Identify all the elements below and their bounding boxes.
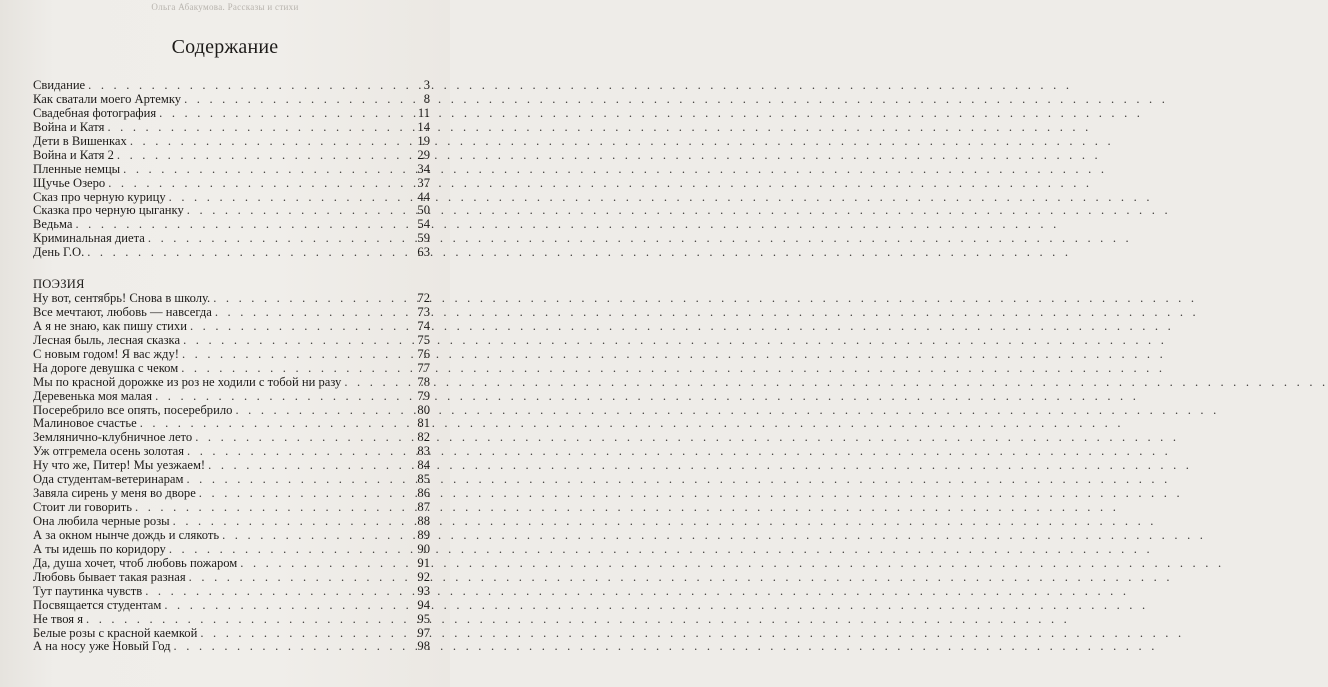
dot-leader bbox=[86, 613, 405, 627]
dot-leader bbox=[195, 431, 405, 445]
toc-entry-title: Щучье Озеро bbox=[33, 175, 106, 190]
toc-entry-page-number: 81 bbox=[417, 416, 430, 431]
toc-entry[interactable] bbox=[33, 149, 430, 163]
toc-entry-title: Свадебная фотография bbox=[33, 105, 157, 120]
toc-entry-title: Свидание bbox=[33, 78, 86, 92]
dot-leader bbox=[107, 121, 405, 135]
toc-entry-title: Деревенька моя малая bbox=[33, 388, 153, 403]
dot-leader bbox=[155, 390, 405, 404]
toc-entry-title: Уж отгремела осень золотая bbox=[33, 444, 184, 459]
toc-entry-title: Тут паутинка чувств bbox=[33, 583, 143, 598]
toc-entry-page-number: 34 bbox=[417, 161, 430, 176]
dot-leader bbox=[169, 191, 405, 205]
dot-leader bbox=[184, 93, 405, 107]
toc-entry-page-number: 89 bbox=[417, 527, 430, 542]
dot-leader bbox=[200, 627, 405, 641]
toc-entry-page-number: 14 bbox=[417, 119, 430, 134]
toc-entry[interactable] bbox=[33, 177, 430, 191]
toc-entry[interactable] bbox=[33, 191, 430, 205]
toc-entry-page-number: 83 bbox=[417, 444, 430, 459]
toc-entry[interactable] bbox=[33, 306, 430, 320]
toc-entry-title: Криминальная диета bbox=[33, 231, 145, 246]
toc-entry-title: Белые розы с красной каемкой bbox=[33, 625, 198, 640]
toc-entry-page-number: 91 bbox=[417, 555, 430, 570]
toc-entry-page-number: 8 bbox=[423, 91, 430, 106]
toc-entry-title: Ну что же, Питер! Мы уезжаем! bbox=[33, 458, 206, 473]
toc-entry-title: День Г.О. bbox=[33, 245, 85, 260]
dot-leader bbox=[130, 135, 405, 149]
toc-entry[interactable] bbox=[33, 218, 430, 232]
toc-entry[interactable] bbox=[33, 362, 430, 376]
toc-entry-page-number: 76 bbox=[417, 346, 430, 361]
toc-entry-title: Да, душа хочет, чтоб любовь пожаром bbox=[33, 555, 238, 570]
toc-entry-title: Ода студентам-ветеринарам bbox=[33, 472, 184, 487]
toc-entry-page-number: 86 bbox=[417, 486, 430, 501]
toc-entry[interactable] bbox=[33, 376, 430, 390]
toc-entry-page-number: 50 bbox=[417, 203, 430, 218]
toc-entry-title: Мы по красной дорожке из роз не ходили с тобой ни разу bbox=[33, 374, 342, 389]
dot-leader bbox=[148, 232, 405, 246]
toc-entry-title: Любовь бывает такая разная bbox=[33, 569, 186, 584]
toc-entry-page-number: 75 bbox=[417, 332, 430, 347]
toc-entry[interactable] bbox=[33, 404, 430, 418]
toc-entry[interactable] bbox=[33, 107, 430, 121]
toc-entry[interactable] bbox=[33, 204, 430, 218]
toc-entry-title: А ты идешь по коридору bbox=[33, 541, 166, 556]
toc-entry-page-number: 54 bbox=[417, 217, 430, 232]
dot-leader bbox=[187, 445, 405, 459]
toc-entry-page-number: 73 bbox=[417, 304, 430, 319]
prose-contents-list bbox=[33, 79, 430, 260]
toc-entry-title: С новым годом! Я вас жду! bbox=[33, 346, 179, 361]
toc-entry-page-number: 88 bbox=[417, 514, 430, 528]
toc-entry[interactable] bbox=[33, 627, 430, 641]
dot-leader bbox=[117, 149, 405, 163]
toc-entry[interactable] bbox=[33, 232, 430, 246]
toc-entry-page-number: 74 bbox=[417, 318, 430, 333]
toc-entry-page-number: 93 bbox=[417, 583, 430, 598]
toc-entry-page-number: 79 bbox=[417, 388, 430, 403]
toc-entry-title: Посеребрило все опять, посеребрило bbox=[33, 402, 233, 417]
toc-entry-title: Сказка про черную цыганку bbox=[33, 203, 184, 218]
toc-entry-title: А я не знаю, как пишу стихи bbox=[33, 318, 187, 333]
toc-entry-title: Как сватали моего Артемку bbox=[33, 91, 182, 106]
toc-entry-title: Она любила черные розы bbox=[33, 514, 170, 528]
dot-leader bbox=[135, 501, 405, 515]
dot-leader bbox=[186, 473, 405, 487]
toc-entry[interactable] bbox=[33, 501, 430, 515]
dot-leader bbox=[123, 163, 405, 177]
poetry-section-label: ПОЭЗИЯ bbox=[33, 277, 85, 291]
toc-entry-title: Завяла сирень у меня во дворе bbox=[33, 486, 196, 501]
toc-entry[interactable] bbox=[33, 473, 430, 487]
toc-entry-title: Сказ про черную курицу bbox=[33, 189, 166, 204]
toc-entry-page-number: 11 bbox=[417, 105, 430, 120]
toc-entry-page-number: 59 bbox=[417, 231, 430, 246]
dot-leader bbox=[189, 571, 405, 585]
toc-entry-title: Война и Катя bbox=[33, 119, 105, 134]
dot-leader bbox=[215, 306, 405, 320]
dot-leader bbox=[108, 177, 405, 191]
dot-leader bbox=[159, 107, 405, 121]
dot-leader bbox=[187, 204, 405, 218]
toc-entry-title: Землянично-клубничное лето bbox=[33, 430, 193, 445]
running-head: Ольга Абакумова. Рассказы и стихи bbox=[151, 2, 299, 12]
dot-leader bbox=[344, 376, 405, 390]
toc-entry-title: А за окном нынче дождь и слякоть bbox=[33, 527, 220, 542]
toc-entry[interactable] bbox=[33, 390, 430, 404]
toc-entry[interactable] bbox=[33, 445, 430, 459]
toc-entry-page-number: 82 bbox=[417, 430, 430, 445]
dot-leader bbox=[75, 218, 405, 232]
toc-entry[interactable] bbox=[33, 613, 430, 627]
toc-entry[interactable] bbox=[33, 515, 430, 529]
dot-leader bbox=[140, 417, 405, 431]
dot-leader bbox=[235, 404, 405, 418]
toc-entry[interactable] bbox=[33, 640, 430, 654]
dot-leader bbox=[183, 334, 405, 348]
toc-entry[interactable] bbox=[33, 292, 430, 306]
toc-entry[interactable] bbox=[33, 487, 430, 501]
toc-entry-page-number: 87 bbox=[417, 500, 430, 515]
toc-entry[interactable] bbox=[33, 599, 430, 613]
toc-entry-page-number: 3 bbox=[423, 78, 430, 92]
dot-leader bbox=[88, 79, 405, 93]
dot-leader bbox=[173, 515, 405, 529]
toc-entry-page-number: 29 bbox=[417, 147, 430, 162]
toc-entry[interactable] bbox=[33, 121, 430, 135]
page-title: Содержание bbox=[171, 36, 279, 58]
toc-entry-page-number: 77 bbox=[417, 360, 430, 375]
dot-leader bbox=[164, 599, 405, 613]
dot-leader bbox=[190, 320, 405, 334]
toc-entry-page-number: 72 bbox=[417, 291, 430, 305]
poetry-contents-list bbox=[33, 292, 430, 654]
toc-entry[interactable] bbox=[33, 246, 430, 260]
toc-entry-page-number: 80 bbox=[417, 402, 430, 417]
toc-entry[interactable] bbox=[33, 79, 430, 93]
dot-leader bbox=[181, 362, 405, 376]
toc-entry-page-number: 97 bbox=[417, 625, 430, 640]
toc-entry[interactable] bbox=[33, 585, 430, 599]
toc-entry[interactable] bbox=[33, 459, 430, 473]
toc-entry-title: Лесная быль, лесная сказка bbox=[33, 332, 181, 347]
dot-leader bbox=[174, 640, 405, 654]
toc-entry[interactable] bbox=[33, 557, 430, 571]
toc-entry-page-number: 98 bbox=[417, 639, 430, 654]
toc-entry-title: На дороге девушка с чеком bbox=[33, 360, 179, 375]
toc-entry[interactable] bbox=[33, 543, 430, 557]
toc-entry-page-number: 90 bbox=[417, 541, 430, 556]
toc-entry-title: Ну вот, сентябрь! Снова в школу. bbox=[33, 291, 211, 305]
dot-leader bbox=[222, 529, 405, 543]
toc-entry-page-number: 85 bbox=[417, 472, 430, 487]
toc-entry-title: Все мечтают, любовь — навсегда bbox=[33, 304, 212, 319]
toc-entry-page-number: 63 bbox=[417, 245, 430, 260]
book-page bbox=[0, 0, 450, 687]
dot-leader bbox=[169, 543, 405, 557]
toc-entry[interactable] bbox=[33, 529, 430, 543]
dot-leader bbox=[87, 246, 405, 260]
toc-entry-title: Пленные немцы bbox=[33, 161, 121, 176]
toc-entry[interactable] bbox=[33, 431, 430, 445]
toc-entry-page-number: 94 bbox=[417, 597, 430, 612]
dot-leader bbox=[240, 557, 405, 571]
toc-entry-title: А на носу уже Новый Год bbox=[33, 639, 171, 654]
toc-entry[interactable] bbox=[33, 334, 430, 348]
toc-entry-page-number: 78 bbox=[417, 374, 430, 389]
dot-leader bbox=[213, 292, 405, 306]
toc-entry-title: Посвящается студентам bbox=[33, 597, 162, 612]
toc-entry-page-number: 44 bbox=[417, 189, 430, 204]
dot-leader bbox=[208, 459, 405, 473]
toc-entry[interactable] bbox=[33, 163, 430, 177]
toc-entry-title: Стоит ли говорить bbox=[33, 500, 133, 515]
toc-entry-page-number: 19 bbox=[417, 133, 430, 148]
toc-entry[interactable] bbox=[33, 93, 430, 107]
toc-entry-page-number: 92 bbox=[417, 569, 430, 584]
toc-entry[interactable] bbox=[33, 571, 430, 585]
toc-entry-title: Не твоя я bbox=[33, 611, 83, 626]
toc-entry-title: Дети в Вишенках bbox=[33, 133, 127, 148]
toc-entry-page-number: 95 bbox=[417, 611, 430, 626]
dot-leader bbox=[145, 585, 405, 599]
toc-entry-title: Малиновое счастье bbox=[33, 416, 137, 431]
toc-entry[interactable] bbox=[33, 417, 430, 431]
toc-entry-title: Ведьма bbox=[33, 217, 73, 232]
toc-entry[interactable] bbox=[33, 320, 430, 334]
toc-entry-page-number: 37 bbox=[417, 175, 430, 190]
dot-leader bbox=[182, 348, 405, 362]
toc-entry-page-number: 84 bbox=[417, 458, 430, 473]
toc-entry-title: Война и Катя 2 bbox=[33, 147, 114, 162]
dot-leader bbox=[199, 487, 405, 501]
toc-entry[interactable] bbox=[33, 135, 430, 149]
toc-entry[interactable] bbox=[33, 348, 430, 362]
